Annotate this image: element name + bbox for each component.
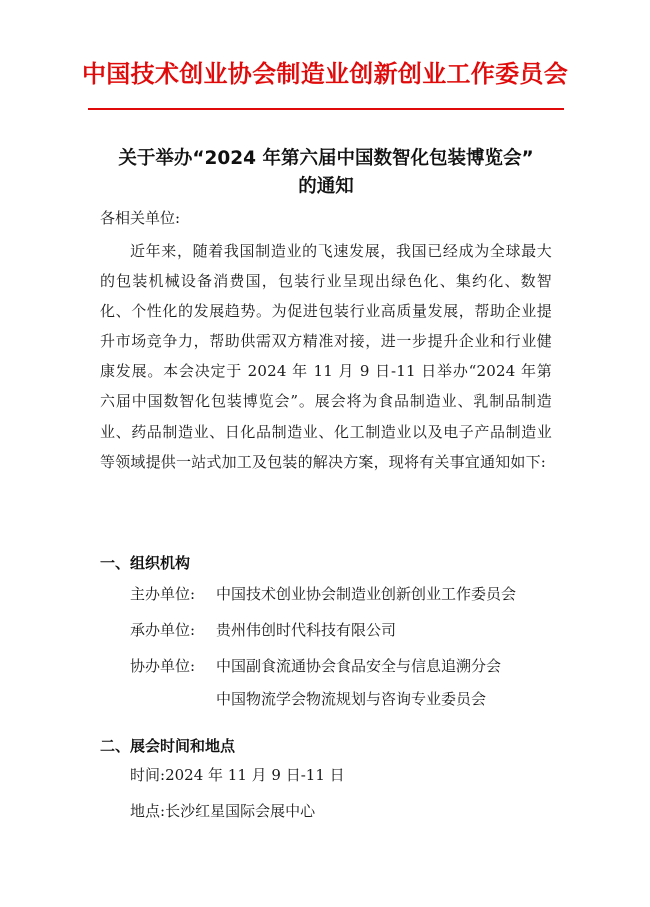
time-row — [130, 760, 345, 790]
time-value: 2024 年 11 月 9 日-11 日 — [165, 766, 345, 784]
issuer-header: 中国技术创业协会制造业创新创业工作委员会 — [82, 60, 568, 88]
section-heading-time-place: 二、展会时间和地点 — [100, 737, 236, 755]
notice-title-line-1: 关于举办“2024 年第六届中国数智化包装博览会” — [118, 148, 534, 169]
place-row — [130, 796, 315, 826]
header-divider — [88, 108, 564, 110]
organizer-row — [130, 615, 396, 645]
section-heading-organization: 一、组织机构 — [100, 554, 191, 572]
host-label: 主办单位: — [130, 585, 196, 603]
co-organizer-value-2: 中国物流学会物流规划与咨询专业委员会 — [216, 690, 487, 708]
notice-title-line-2: 的通知 — [298, 176, 354, 197]
time-label: 时间: — [130, 766, 166, 784]
co-organizer-row-2 — [216, 684, 486, 714]
co-organizer-value-1: 中国副食流通协会食品安全与信息追溯分会 — [216, 657, 502, 675]
co-organizer-label: 协办单位: — [130, 657, 196, 675]
organizer-value: 贵州伟创时代科技有限公司 — [216, 621, 397, 639]
intro-paragraph: 近年来，随着我国制造业的飞速发展，我国已经成为全球最大的包装机械设备消费国，包装行业呈现出绿色化、集约化、数智化、个性化的发展趋势。为促进包装行业高质量发展，帮助企业提升市场竞争力，帮助供需双方精准对接，进一步提升企业和行业健康发展。本会决定于 2024 年 11 月 9 日-11 日举办“2024 年第六届中国数智化包装博览会”。展会将为食品制造业、乳制品制造业、药品制造业、日化品制造业、化工制造业以及电子产品制造业等领域提供一站式加工及包装的解决方案，现将有关事宜通知如下: — [100, 242, 552, 471]
place-value: 长沙红星国际会展中心 — [165, 802, 316, 820]
co-organizer-row — [130, 651, 501, 681]
place-label: 地点: — [130, 802, 166, 820]
salutation: 各相关单位: — [100, 209, 181, 227]
host-value: 中国技术创业协会制造业创新创业工作委员会 — [216, 585, 517, 603]
notice-title — [88, 145, 564, 201]
host-row — [130, 579, 516, 609]
organizer-label: 承办单位: — [130, 621, 196, 639]
